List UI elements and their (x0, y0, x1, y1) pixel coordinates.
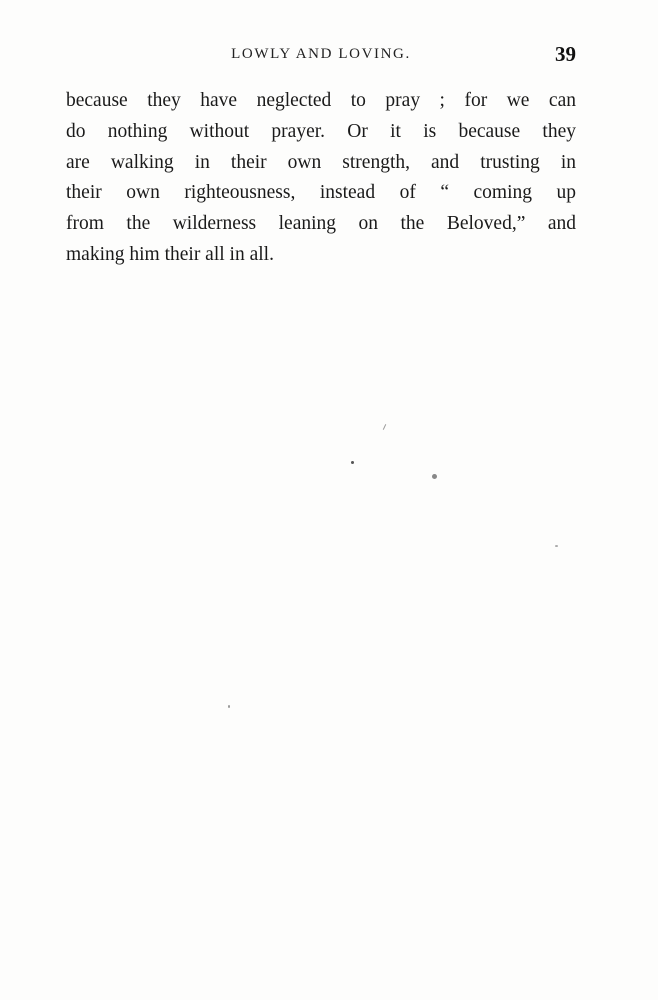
print-speck (383, 424, 386, 430)
page-number: 39 (555, 42, 576, 66)
text-line: from the wilderness leaning on the Beloved,” and (66, 213, 576, 235)
print-speck (555, 545, 558, 547)
text-line: are walking in their own strength, and trusting in (66, 151, 576, 173)
running-head (66, 42, 576, 72)
print-speck (228, 705, 230, 708)
text-line: do nothing without prayer. Or it is because they (66, 120, 576, 142)
running-title: LOWLY AND LOVING. (231, 46, 411, 62)
print-speck (351, 461, 354, 464)
text-line: because they have neglected to pray ; for we can (66, 90, 576, 111)
print-speck (432, 474, 437, 479)
body-paragraph (66, 86, 576, 271)
text-line: making him their all in all. (66, 243, 274, 265)
text-line: their own righteousness, instead of “ coming up (66, 182, 576, 204)
